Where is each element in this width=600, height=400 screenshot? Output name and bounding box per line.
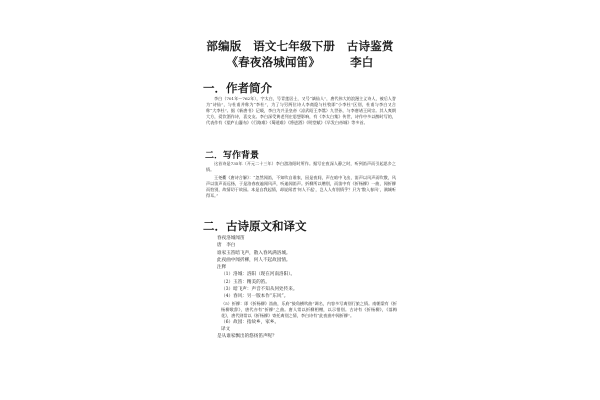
note-1: （1）洛城：洛阳（现在河南洛阳）。 xyxy=(221,272,296,278)
poem-title: 《春夜洛城闻笛》 xyxy=(226,55,321,69)
note-3: （3）暗飞声：声音不知从何处传来。 xyxy=(221,287,298,293)
poem-block xyxy=(217,235,397,370)
note-6: （6）故园：指故乡，家乡。 xyxy=(221,319,280,325)
notes-label: 注释 xyxy=(217,265,227,271)
section-heading-background: 二．写作背景 xyxy=(205,151,260,161)
translation-label: 译文 xyxy=(221,327,231,333)
author-intro-paragraph: 李白（701年～762年），字太白，号青莲居士，又号“谪仙人”，唐代伟大的浪漫主义诗人，被后人誉为“诗仙”，与杜甫并称为“李杜”，为了与另两位诗人李商隐与杜牧即“小李杜”区别，杜甫与李白又合称“大李杜”。据《新唐书》记载，李白为兴圣皇帝（凉武昭王李暠）九世孙，与李唐诸王同宗。其人爽朗大方，爱饮酒作诗，喜交友。李白深受黄老列庄思想影响，有《李太白集》传世，诗作中多以醉时写的，代表作有《望庐山瀑布》《行路难》《蜀道难》《将进酒》《明堂赋》《早发白帝城》等多首。 xyxy=(206,96,396,126)
note-5: （5）折柳：即《折杨柳》笛曲，乐府“鼓角横吹曲”调名，内容多写离别行旅之情。南朝梁有《折杨柳歌辞》，唐代亦有“折柳”之曲。唐人常以折柳相赠，以示惜别。古诗有《折杨柳》，《落梅花》，唐代则常以《折杨柳》寄托离别之情，李白诗有“此夜曲中闻折柳”。 xyxy=(221,300,397,318)
section-heading-poem-text: 二．古诗原文和译文 xyxy=(203,219,307,233)
poem-line-1: 谁家玉笛暗飞声，散入春风满洛城。 xyxy=(217,250,291,256)
background-paragraph-2: 王尧衢《唐诗合解》：“忽然闻笛，不知吹自谁家，因是夜间，声在暗中飞出，笛声以风声而吹散，风声以笛声而远扬，于是洛春夜遍闻风声，听遍闻笛声。折柳所以赠别，而笛中有《折杨柳》一曲，闻折柳而怕别，故情切于故园。本是自我起情，却说闻者‘何人不起’，岂人人有别情乎？只为‘散入春风’，满城听得耳。” xyxy=(206,175,396,199)
page-title: 部编版 语文七年级下册 古诗鉴赏 xyxy=(206,39,394,53)
poem-dynasty-author: 唐 李白 xyxy=(217,243,236,249)
poem-line-2: 此夜曲中闻折柳，何人不起故园情。 xyxy=(217,257,291,263)
background-paragraph-1: 这首诗是735年（开元二十三年）李白游洛阳时所作。据写在夜深人静之时，听到笛声而引起思乡之情。 xyxy=(206,161,396,173)
poem-author: 李白 xyxy=(350,55,374,69)
poem-title-small: 春夜洛城闻笛 xyxy=(217,236,245,241)
note-4: （4）春风：另一版本作“东风”。 xyxy=(221,294,289,300)
poem-title-line xyxy=(150,54,450,70)
translation-line-1: 是从谁家飘出的悠扬笛声呢？ xyxy=(217,334,277,340)
section-heading-author-intro: 一．作者简介 xyxy=(203,81,272,95)
note-2: （2）玉笛：精美的笛。 xyxy=(221,279,270,285)
